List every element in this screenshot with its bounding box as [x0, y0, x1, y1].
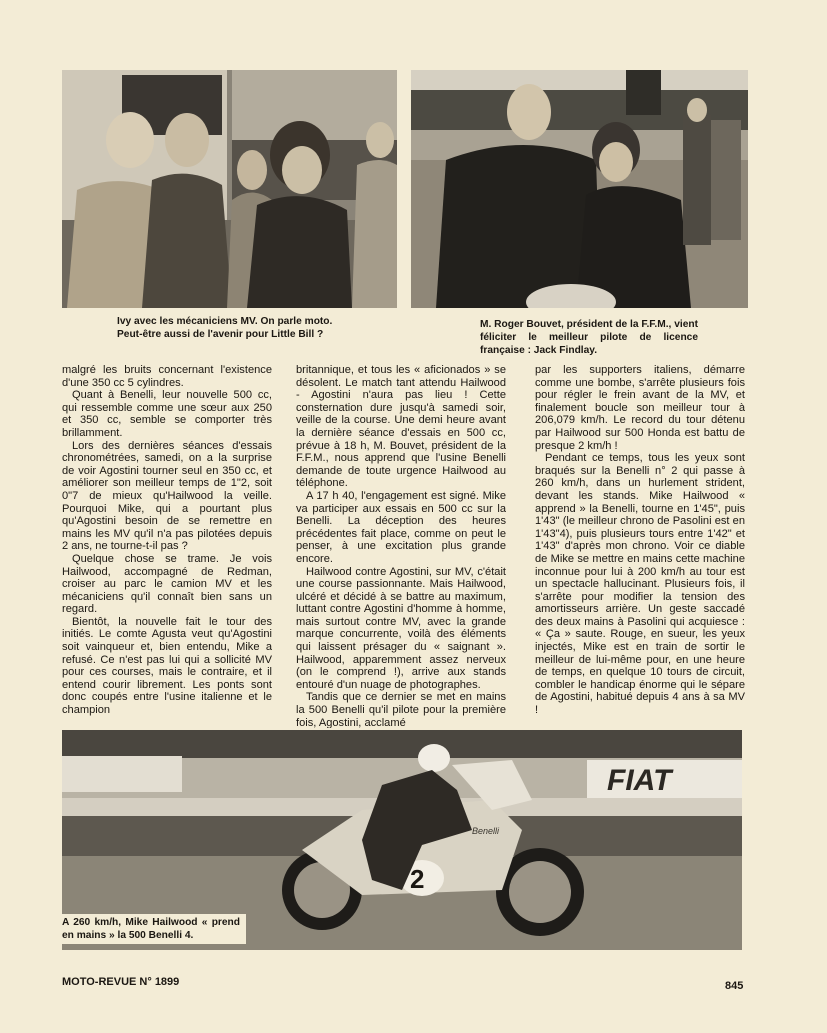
- page-number: 845: [725, 980, 744, 992]
- race-number: 2: [410, 864, 425, 894]
- paragraph: malgré les bruits concernant l'existence d'une 350 cc 5 cylindres.: [62, 364, 272, 389]
- paragraph: Hailwood contre Agostini, sur MV, c'était une course passionnante. Mais Hailwood, ulcéré et décidé à se battre au maximum, luttant contre Agostini d'homme à homme, mais surtout contre MV, avec la grande marque concurrente, voilà des éléments qui laissent présager du « saignant ». Hailwood, apparemment assez nerveux (on le comprend !), arrive aux stands entouré d'un nuage de photographes.: [296, 565, 506, 691]
- magazine-issue: MOTO-REVUE N° 1899: [62, 976, 180, 988]
- article-column-3: [535, 364, 745, 728]
- paragraph: Lors des dernières séances d'essais chronométrées, samedi, on a la surprise de voir Agostini tourner seul en 350 cc, et améliorer son meilleur temps de 1"2, soit 0"7 de mieux qu'Hailwood la veille. Pourquoi Mike, qui a pourtant plus qu'Agostini besoin de se remettre en mains les MV qu'il n'a pas pilotées depuis 2 ans, ne tourne-t-il pas ?: [62, 439, 272, 553]
- paragraph: Quant à Benelli, leur nouvelle 500 cc, qui ressemble comme une sœur aux 250 et 350 cc, semble se comporter très brillamment.: [62, 389, 272, 439]
- photo-mechanics-scene: [62, 70, 397, 308]
- article-column-2: [296, 364, 506, 728]
- paragraph: Pendant ce temps, tous les yeux sont braqués sur la Benelli n° 2 qui passe à 260 km/h, dans un hurlement strident, devant les stands. Mike Hailwood « apprend » la Benelli, tourne en 1'45", puis 1'43" (le meilleur chrono de Pasolini est en 1'43"4), puis plusieurs tours entre 1'42" et 1'43" d'après mon chrono. Voir ce diable de Mike se mettre en mains cette machine inconnue pour lui à 200 km/h au tour est un spectacle hallucinant. Plusieurs fois, il s'arrête pour modifier la tension des amortisseurs arrière. Un geste saccadé des deux mains à Pasolini qui acquiesce : « Ça » saute. Rouge, en sueur, les yeux injectés, Mike est en train de sortir le meilleur de lui-même pour, en une heure de temps, en quelque 10 tours de circuit, combler le handicap énorme qui le sépare de Agostini, habitué depuis 4 ans à sa MV !: [535, 452, 745, 717]
- banner-text: FIAT: [607, 764, 672, 797]
- caption-bouvet: M. Roger Bouvet, président de la F.F.M., vient féliciter le meilleur pilote de licence française : Jack Findlay.: [480, 319, 698, 356]
- paragraph: Quelque chose se trame. Je vois Hailwood, accompagné de Redman, croiser au parc le camion MV et les mécaniciens qu'il connaît bien sans un regard.: [62, 552, 272, 616]
- photo-bouvet-findlay-scene: [411, 70, 748, 308]
- paragraph: Tandis que ce dernier se met en mains la 500 Benelli qu'il pilote pour la première fois, Agostini, acclamé: [296, 691, 506, 728]
- paragraph: A 17 h 40, l'engagement est signé. Mike va participer aux essais en 500 cc sur la Benelli. La déception des heures précédentes fait place, comme on peut le penser, à une excitation plus grande encore.: [296, 489, 506, 565]
- paragraph: par les supporters italiens, démarre comme une bombe, s'arrête plusieurs fois pour régler le frein avant de la MV, et finalement boucle son meilleur tour à 206,079 km/h. Le record du tour détenu par Hailwood sur 500 Honda est battu de presque 2 km/h !: [535, 364, 745, 452]
- photo-mechanics: [62, 70, 397, 308]
- article-column-1: [62, 364, 272, 728]
- caption-hailwood: A 260 km/h, Mike Hailwood « prend en mains » la 500 Benelli 4.: [62, 914, 246, 944]
- photo-bouvet-findlay: [411, 70, 748, 308]
- bike-brand: Benelli: [472, 826, 500, 836]
- paragraph: Bientôt, la nouvelle fait le tour des initiés. Le comte Agusta veut qu'Agostini soit vainqueur et, bien entendu, Mike a refusé. Ce n'est pas lui qui a sollicité MV pour ces courses, mais le contraire, et il entend courir librement. Les ponts sont donc coupés entre l'usine italienne et le champion: [62, 615, 272, 717]
- caption-mechanics: Ivy avec les mécaniciens MV. On parle moto. Peut-être aussi de l'avenir pour Little Bill ?: [117, 316, 333, 340]
- paragraph: britannique, et tous les « aficionados » se désolent. Le match tant attendu Hailwood - Agostini n'aura pas lieu ! Cette consternation dure jusqu'à samedi soir, veille de la course. Une demi heure avant la dernière séance d'essais en 500 cc, prévue à 18 h, M. Bouvet, président de la F.F.M., nous apprend que l'usine Benelli demande de toute urgence Hailwood au téléphone.: [296, 364, 506, 490]
